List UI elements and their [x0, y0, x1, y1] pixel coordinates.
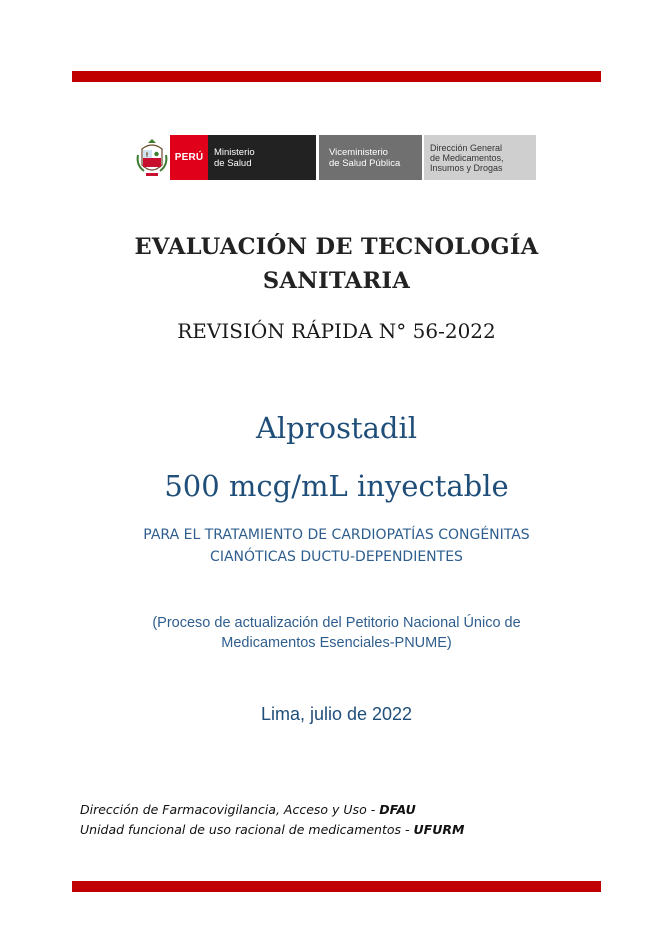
coat-of-arms-icon [134, 135, 170, 180]
document-title [72, 230, 601, 298]
process-note [72, 613, 601, 653]
footer-acronym-1: DFAU [379, 802, 416, 817]
footer-unit-1: Dirección de Farmacovigilancia, Acceso y Uso - [80, 802, 380, 817]
logo-viceministry-label: Viceministerio de Salud Pública [319, 135, 422, 180]
document-subtitle: REVISIÓN RÁPIDA N° 56-2022 [177, 319, 496, 343]
indication-line-1: PARA EL TRATAMIENTO DE CARDIOPATÍAS CONGÉNITAS [143, 527, 530, 543]
publication-date: Lima, julio de 2022 [260, 704, 413, 724]
process-line-1: (Proceso de actualización del Petitorio Nacional Único de [152, 615, 521, 631]
indication-line-2: CIANÓTICAS DUCTU-DEPENDIENTES [210, 549, 463, 565]
footer-line-1 [80, 800, 464, 820]
title-line-1: EVALUACIÓN DE TECNOLOGÍA [134, 234, 539, 260]
title-line-2: SANITARIA [262, 268, 411, 294]
footer-line-2 [80, 820, 464, 840]
indication [72, 524, 601, 568]
logo-directorate-label: Dirección General de Medicamentos, Insumos y Drogas [424, 135, 536, 180]
logo-peru-label: PERÚ [170, 135, 208, 180]
drug-name: Alprostadil [255, 411, 418, 445]
bottom-red-rule [72, 881, 601, 892]
authoring-units [80, 800, 464, 840]
footer-unit-2: Unidad funcional de uso racional de medicamentos - [80, 822, 414, 837]
top-red-rule [72, 71, 601, 82]
process-line-2: Medicamentos Esenciales-PNUME) [221, 635, 452, 651]
logo-ministry-label: Ministerio de Salud [208, 135, 316, 180]
footer-acronym-2: UFURM [413, 822, 465, 837]
institution-logo [134, 135, 536, 180]
drug-dose: 500 mcg/mL inyectable [164, 469, 509, 503]
